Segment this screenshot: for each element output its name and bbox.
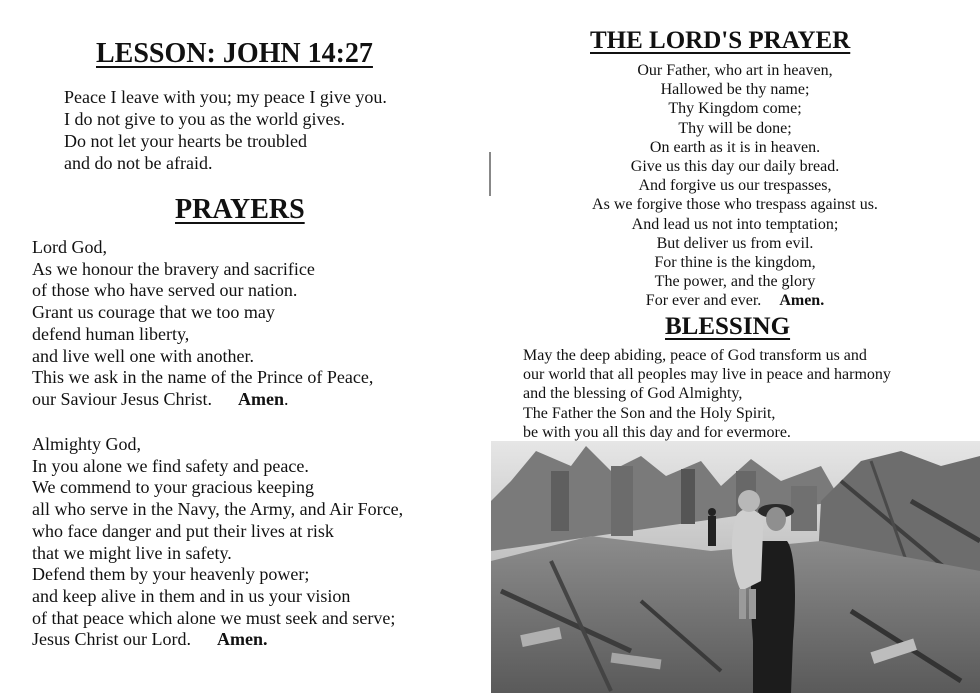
period: . — [284, 388, 289, 409]
prayer-line: We commend to your gracious keeping — [32, 477, 314, 498]
amen-label: Amen — [238, 388, 284, 409]
lesson-title: LESSON: JOHN 14:27 — [96, 38, 373, 69]
amen-label: Amen. — [217, 629, 268, 650]
prayer-closing-line — [32, 629, 403, 651]
prayer-line: For thine is the kingdom, — [654, 254, 816, 272]
prayer-line: As we forgive those who trespass against us. — [592, 196, 878, 214]
prayer-closing-text: Jesus Christ our Lord. — [32, 629, 191, 650]
prayer-line: As we honour the bravery and sacrifice — [32, 258, 315, 279]
prayer-line: The power, and the glory — [654, 273, 816, 291]
prayer-line: Lord God, — [32, 237, 107, 257]
prayer-line: and live well one with another. — [32, 345, 254, 366]
prayer-line: And lead us not into temptation; — [631, 215, 839, 233]
prayer-line: Our Father, who art in heaven, — [637, 62, 833, 79]
prayer-line: Hallowed be thy name; — [660, 81, 810, 99]
prayer-line: Thy will be done; — [678, 119, 792, 137]
prayer-line: Thy Kingdom come; — [668, 100, 802, 118]
prayers-title: PRAYERS — [175, 194, 305, 225]
prayer-line: defend human liberty, — [32, 323, 190, 344]
blessing-line: and the blessing of God Almighty, — [523, 385, 743, 403]
prayer-line: And forgive us our trespasses, — [638, 177, 832, 195]
prayer-closing-text: our Saviour Jesus Christ. — [32, 388, 212, 409]
prayer-line: and keep alive in them and in us your vision — [32, 585, 351, 606]
prayer-line: Give us this day our daily bread. — [630, 158, 840, 176]
prayer-closing-line — [32, 389, 373, 411]
blessing-line: our world that all peoples may live in peace and harmony — [523, 366, 891, 384]
prayer-line: On earth as it is in heaven. — [649, 138, 821, 156]
prayer-closing-text: For ever and ever. — [645, 292, 762, 310]
prayer-line: who face danger and put their lives at risk — [32, 520, 334, 541]
prayer-line: Almighty God, — [32, 434, 142, 454]
blitz-rubble-photo — [491, 441, 980, 693]
blessing-line: May the deep abiding, peace of God transform us and — [523, 347, 867, 364]
prayer-line: Grant us courage that we too may — [32, 302, 275, 323]
lesson-text — [64, 86, 387, 174]
blessing-title: BLESSING — [665, 313, 791, 340]
lords-prayer-text — [500, 61, 970, 311]
blessing-text — [523, 346, 891, 442]
blessing-line: The Father the Son and the Holy Spirit, — [523, 404, 776, 422]
prayer-line: that we might live in safety. — [32, 542, 232, 563]
prayer-closing-line — [500, 291, 970, 310]
blessing-line: be with you all this day and for evermore. — [523, 423, 791, 441]
lesson-line: Do not let your hearts be troubled — [64, 131, 307, 151]
prayer-line: But deliver us from evil. — [656, 234, 814, 252]
lesson-line: I do not give to you as the world gives. — [64, 109, 345, 129]
lesson-line: and do not be afraid. — [64, 153, 213, 173]
amen-label: Amen. — [779, 292, 825, 310]
second-prayer — [32, 434, 403, 651]
prayer-line: of those who have served our nation. — [32, 280, 298, 301]
prayer-line: Defend them by your heavenly power; — [32, 564, 310, 585]
lesson-line: Peace I leave with you; my peace I give you. — [64, 87, 387, 107]
prayer-line: This we ask in the name of the Prince of Peace, — [32, 367, 374, 388]
first-prayer — [32, 237, 373, 411]
lords-prayer-title: THE LORD'S PRAYER — [590, 27, 851, 54]
prayer-line: all who serve in the Navy, the Army, and Air Force, — [32, 499, 404, 520]
prayer-line: In you alone we find safety and peace. — [32, 455, 309, 476]
prayer-line: of that peace which alone we must seek and serve; — [32, 607, 396, 628]
